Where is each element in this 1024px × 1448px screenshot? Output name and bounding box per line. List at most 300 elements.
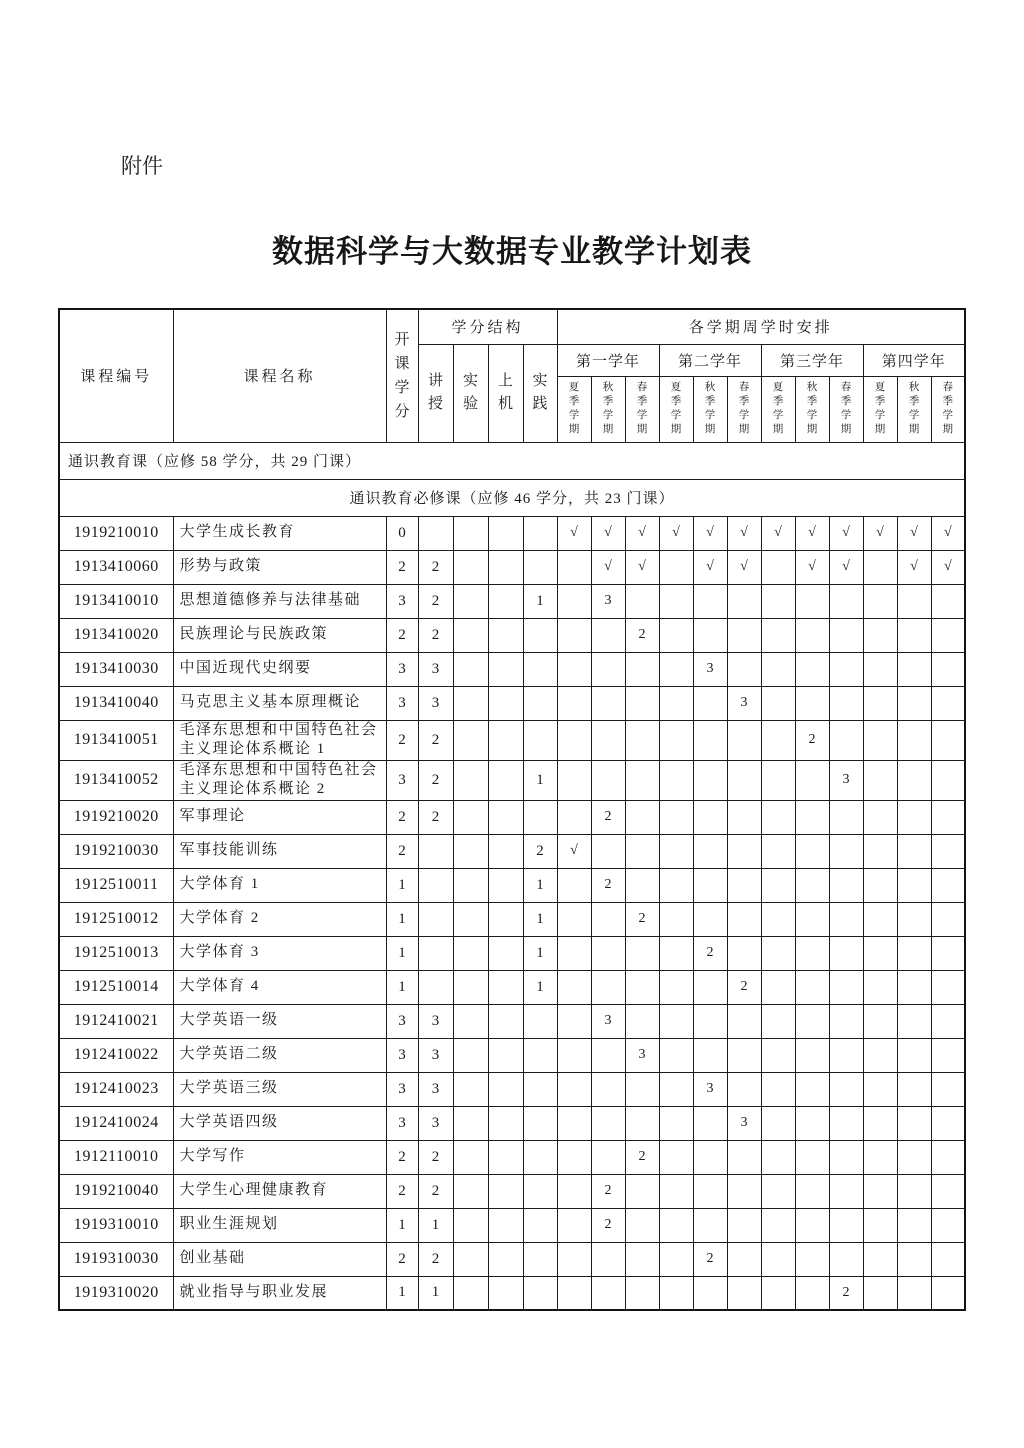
semester-hours-cell: √ [897,550,931,584]
semester-hours-cell [557,584,591,618]
semester-hours-cell [625,652,659,686]
experiment-hours-cell [453,834,488,868]
course-credits-cell: 3 [386,1106,418,1140]
practice-hours-cell [523,550,557,584]
semester-hours-cell: √ [727,516,761,550]
header-credits-label: 开课学分 [394,331,410,420]
semester-hours-cell [693,1276,727,1310]
semester-label: 夏季学期 [874,381,886,436]
section-row [59,442,965,479]
semester-hours-cell [829,834,863,868]
course-credits-cell: 2 [386,1174,418,1208]
semester-hours-cell [931,1038,965,1072]
semester-hours-cell [659,1004,693,1038]
semester-hours-cell [557,1106,591,1140]
course-name-cell: 大学生心理健康教育 [173,1174,386,1208]
course-name-cell: 毛泽东思想和中国特色社会主义理论体系概论 1 [173,720,386,760]
computer-hours-cell [488,936,523,970]
course-code-cell: 1913410052 [59,760,173,800]
semester-hours-cell: √ [693,550,727,584]
semester-hours-cell [659,618,693,652]
semester-label: 夏季学期 [568,381,580,436]
course-table-body [59,442,965,1310]
header-schedule: 各学期周学时安排 [557,309,965,344]
header-semester-summer [761,376,795,442]
semester-hours-cell [829,902,863,936]
semester-hours-cell [727,936,761,970]
semester-hours-cell [761,1242,795,1276]
course-row [59,686,965,720]
semester-hours-cell [795,936,829,970]
semester-hours-cell [557,868,591,902]
course-code-cell: 1913410010 [59,584,173,618]
semester-hours-cell [795,1208,829,1242]
semester-hours-cell [897,1174,931,1208]
semester-hours-cell [931,1208,965,1242]
lecture-hours-cell: 2 [418,1174,453,1208]
experiment-hours-cell [453,1106,488,1140]
semester-hours-cell [761,936,795,970]
semester-hours-cell [693,834,727,868]
semester-hours-cell [557,652,591,686]
experiment-hours-cell [453,618,488,652]
experiment-hours-cell [453,1174,488,1208]
experiment-hours-cell [453,1004,488,1038]
course-row [59,760,965,800]
experiment-hours-cell [453,902,488,936]
header-semester-autumn [897,376,931,442]
header-semester-autumn [591,376,625,442]
experiment-hours-cell [453,936,488,970]
course-credits-cell: 3 [386,652,418,686]
header-semester-autumn [693,376,727,442]
course-name-cell: 大学英语二级 [173,1038,386,1072]
course-credits-cell: 1 [386,1208,418,1242]
semester-hours-cell [761,868,795,902]
semester-hours-cell [693,760,727,800]
semester-label: 秋季学期 [806,381,818,436]
semester-hours-cell [693,686,727,720]
semester-hours-cell [863,550,897,584]
semester-hours-cell: √ [931,516,965,550]
semester-hours-cell [897,1004,931,1038]
semester-hours-cell [795,1004,829,1038]
semester-hours-cell [897,970,931,1004]
lecture-hours-cell: 2 [418,550,453,584]
course-row [59,1276,965,1310]
semester-hours-cell: 2 [693,1242,727,1276]
semester-hours-cell [863,1004,897,1038]
semester-hours-cell [625,1208,659,1242]
semester-hours-cell [557,1276,591,1310]
semester-hours-cell [897,1208,931,1242]
practice-hours-cell: 1 [523,760,557,800]
experiment-hours-cell [453,550,488,584]
semester-hours-cell: √ [625,550,659,584]
course-credits-cell: 2 [386,618,418,652]
computer-hours-cell [488,970,523,1004]
course-code-cell: 1919310010 [59,1208,173,1242]
experiment-hours-cell [453,800,488,834]
semester-hours-cell [897,834,931,868]
experiment-hours-cell [453,1242,488,1276]
course-row [59,1140,965,1174]
semester-hours-cell [931,1004,965,1038]
course-row [59,584,965,618]
semester-hours-cell [863,618,897,652]
semester-hours-cell: 3 [727,686,761,720]
course-code-cell: 1919210020 [59,800,173,834]
semester-hours-cell [897,902,931,936]
course-row [59,936,965,970]
semester-hours-cell [931,834,965,868]
course-name-cell: 大学体育 4 [173,970,386,1004]
semester-label: 秋季学期 [908,381,920,436]
semester-label: 春季学期 [738,381,750,436]
semester-hours-cell [897,584,931,618]
header-semester-spring [625,376,659,442]
course-row [59,1072,965,1106]
header-semester-spring [829,376,863,442]
computer-hours-cell [488,720,523,760]
lecture-hours-cell: 3 [418,652,453,686]
semester-hours-cell [727,1072,761,1106]
lecture-hours-cell: 2 [418,1242,453,1276]
course-row [59,618,965,652]
course-code-cell: 1912510013 [59,936,173,970]
semester-hours-cell [829,1208,863,1242]
page-title: 数据科学与大数据专业教学计划表 [272,234,752,269]
semester-hours-cell [591,970,625,1004]
header-computer [488,344,523,442]
semester-hours-cell [693,1004,727,1038]
semester-hours-cell [897,618,931,652]
semester-hours-cell [795,902,829,936]
practice-hours-cell [523,1276,557,1310]
course-row [59,800,965,834]
course-code-cell: 1919210010 [59,516,173,550]
semester-hours-cell [931,1106,965,1140]
semester-hours-cell [557,618,591,652]
semester-hours-cell [829,1072,863,1106]
semester-hours-cell [557,1072,591,1106]
course-name-cell: 大学生成长教育 [173,516,386,550]
course-name-cell: 军事理论 [173,800,386,834]
semester-hours-cell: 2 [625,618,659,652]
semester-hours-cell [693,868,727,902]
semester-hours-cell [863,760,897,800]
semester-hours-cell: 2 [795,720,829,760]
semester-hours-cell [863,970,897,1004]
semester-hours-cell [863,800,897,834]
course-row [59,970,965,1004]
course-name-cell: 职业生涯规划 [173,1208,386,1242]
course-credits-cell: 2 [386,550,418,584]
semester-hours-cell [761,1174,795,1208]
semester-hours-cell [863,1072,897,1106]
computer-hours-cell [488,868,523,902]
semester-hours-cell [625,834,659,868]
lecture-hours-cell: 3 [418,1106,453,1140]
semester-hours-cell [591,618,625,652]
course-credits-cell: 1 [386,970,418,1004]
semester-hours-cell: 3 [727,1106,761,1140]
header-practice-label: 实践 [532,372,548,412]
semester-hours-cell [897,1106,931,1140]
semester-hours-cell [659,1174,693,1208]
semester-hours-cell: √ [557,516,591,550]
semester-hours-cell [591,1242,625,1276]
practice-hours-cell [523,1174,557,1208]
semester-hours-cell [897,1276,931,1310]
experiment-hours-cell [453,652,488,686]
semester-label: 春季学期 [636,381,648,436]
computer-hours-cell [488,550,523,584]
header-semester-summer [659,376,693,442]
semester-hours-cell [795,1242,829,1276]
semester-hours-cell [693,1106,727,1140]
lecture-hours-cell: 2 [418,760,453,800]
semester-hours-cell: √ [863,516,897,550]
experiment-hours-cell [453,720,488,760]
semester-hours-cell [591,1106,625,1140]
semester-hours-cell [829,868,863,902]
semester-hours-cell [659,686,693,720]
semester-hours-cell [795,618,829,652]
semester-hours-cell [931,868,965,902]
header-practice [523,344,557,442]
course-credits-cell: 2 [386,1140,418,1174]
course-code-cell: 1912410021 [59,1004,173,1038]
course-code-cell: 1919210030 [59,834,173,868]
course-code-cell: 1912410022 [59,1038,173,1072]
semester-hours-cell [693,720,727,760]
course-code-cell: 1912110010 [59,1140,173,1174]
semester-hours-cell [829,652,863,686]
semester-hours-cell [897,652,931,686]
course-name-cell: 形势与政策 [173,550,386,584]
semester-hours-cell [659,1106,693,1140]
header-semester-summer [557,376,591,442]
header-semester-autumn [795,376,829,442]
practice-hours-cell [523,800,557,834]
semester-hours-cell [931,1276,965,1310]
semester-hours-cell [727,760,761,800]
course-row [59,1242,965,1276]
semester-hours-cell [727,800,761,834]
lecture-hours-cell [418,834,453,868]
header-computer-label: 上机 [497,372,513,412]
semester-hours-cell [659,970,693,1004]
semester-hours-cell [931,686,965,720]
semester-hours-cell [931,652,965,686]
course-code-cell: 1912410023 [59,1072,173,1106]
practice-hours-cell: 2 [523,834,557,868]
course-code-cell: 1912410024 [59,1106,173,1140]
semester-hours-cell: 3 [829,760,863,800]
practice-hours-cell [523,1038,557,1072]
lecture-hours-cell: 2 [418,800,453,834]
semester-hours-cell [727,1242,761,1276]
semester-hours-cell [659,652,693,686]
header-course-code: 课程编号 [59,309,173,442]
computer-hours-cell [488,1072,523,1106]
experiment-hours-cell [453,760,488,800]
semester-hours-cell [659,584,693,618]
practice-hours-cell: 1 [523,584,557,618]
semester-hours-cell [897,868,931,902]
semester-hours-cell [761,550,795,584]
semester-hours-cell [693,1174,727,1208]
header-semester-summer [863,376,897,442]
semester-hours-cell [897,936,931,970]
practice-hours-cell [523,1140,557,1174]
section-label: 通识教育课（应修 58 学分，共 29 门课） [59,442,965,479]
semester-hours-cell [625,1276,659,1310]
semester-hours-cell [727,1276,761,1310]
semester-hours-cell [931,1072,965,1106]
semester-hours-cell [829,970,863,1004]
semester-hours-cell: √ [795,550,829,584]
semester-hours-cell [659,1140,693,1174]
course-credits-cell: 2 [386,800,418,834]
semester-hours-cell [897,1242,931,1276]
semester-hours-cell [557,550,591,584]
semester-hours-cell: 2 [829,1276,863,1310]
semester-hours-cell [863,652,897,686]
experiment-hours-cell [453,970,488,1004]
semester-hours-cell [761,1208,795,1242]
semester-hours-cell [761,652,795,686]
computer-hours-cell [488,902,523,936]
semester-hours-cell [795,868,829,902]
semester-hours-cell [727,618,761,652]
semester-hours-cell: √ [693,516,727,550]
semester-hours-cell: √ [591,550,625,584]
semester-hours-cell [659,868,693,902]
semester-hours-cell [557,970,591,1004]
course-row [59,868,965,902]
semester-hours-cell [693,1140,727,1174]
course-code-cell: 1913410040 [59,686,173,720]
semester-label: 春季学期 [840,381,852,436]
course-row [59,1174,965,1208]
lecture-hours-cell [418,868,453,902]
practice-hours-cell [523,516,557,550]
computer-hours-cell [488,1208,523,1242]
semester-hours-cell: 2 [625,902,659,936]
semester-hours-cell [693,902,727,936]
semester-hours-cell: 3 [693,1072,727,1106]
semester-hours-cell [727,1038,761,1072]
experiment-hours-cell [453,1208,488,1242]
course-credits-cell: 3 [386,584,418,618]
course-code-cell: 1919310020 [59,1276,173,1310]
semester-hours-cell: √ [761,516,795,550]
header-year-2: 第二学年 [659,344,761,376]
lecture-hours-cell: 3 [418,1004,453,1038]
practice-hours-cell: 1 [523,970,557,1004]
semester-hours-cell [863,720,897,760]
teaching-plan-table [58,308,966,1311]
semester-hours-cell [829,1004,863,1038]
semester-hours-cell [795,1174,829,1208]
semester-hours-cell: 2 [591,1208,625,1242]
header-year-1: 第一学年 [557,344,659,376]
attachment-label: 附件 [121,155,163,178]
semester-hours-cell [863,1140,897,1174]
semester-hours-cell: 2 [591,800,625,834]
course-row [59,720,965,760]
semester-hours-cell [625,936,659,970]
computer-hours-cell [488,1038,523,1072]
semester-hours-cell [761,1276,795,1310]
semester-hours-cell [727,584,761,618]
semester-hours-cell [761,902,795,936]
semester-hours-cell [591,1276,625,1310]
semester-hours-cell [863,1276,897,1310]
course-code-cell: 1913410060 [59,550,173,584]
semester-hours-cell: √ [557,834,591,868]
semester-hours-cell [557,936,591,970]
experiment-hours-cell [453,1072,488,1106]
lecture-hours-cell: 3 [418,1038,453,1072]
practice-hours-cell: 1 [523,868,557,902]
semester-hours-cell [931,1242,965,1276]
semester-hours-cell [863,584,897,618]
semester-hours-cell [727,1004,761,1038]
lecture-hours-cell: 2 [418,584,453,618]
computer-hours-cell [488,1004,523,1038]
semester-label: 秋季学期 [602,381,614,436]
semester-hours-cell [625,868,659,902]
course-name-cell: 大学写作 [173,1140,386,1174]
course-credits-cell: 2 [386,1242,418,1276]
section-label: 通识教育必修课（应修 46 学分，共 23 门课） [59,479,965,516]
computer-hours-cell [488,834,523,868]
course-credits-cell: 2 [386,720,418,760]
lecture-hours-cell: 3 [418,1072,453,1106]
semester-hours-cell [863,1208,897,1242]
semester-hours-cell [625,970,659,1004]
course-name-cell: 中国近现代史纲要 [173,652,386,686]
semester-hours-cell [829,618,863,652]
computer-hours-cell [488,760,523,800]
semester-hours-cell [761,1140,795,1174]
semester-hours-cell [557,686,591,720]
course-row [59,516,965,550]
semester-hours-cell: 3 [591,584,625,618]
semester-hours-cell [761,618,795,652]
semester-hours-cell [829,1038,863,1072]
semester-hours-cell [557,1208,591,1242]
semester-hours-cell [659,936,693,970]
computer-hours-cell [488,652,523,686]
header-year-4: 第四学年 [863,344,965,376]
course-credits-cell: 3 [386,1038,418,1072]
semester-hours-cell: 3 [591,1004,625,1038]
semester-hours-cell [931,720,965,760]
semester-hours-cell [795,1072,829,1106]
practice-hours-cell [523,686,557,720]
semester-hours-cell [931,760,965,800]
semester-hours-cell [727,1140,761,1174]
semester-hours-cell [795,970,829,1004]
semester-hours-cell [659,800,693,834]
semester-hours-cell [591,834,625,868]
semester-hours-cell [795,686,829,720]
semester-hours-cell: 3 [693,652,727,686]
